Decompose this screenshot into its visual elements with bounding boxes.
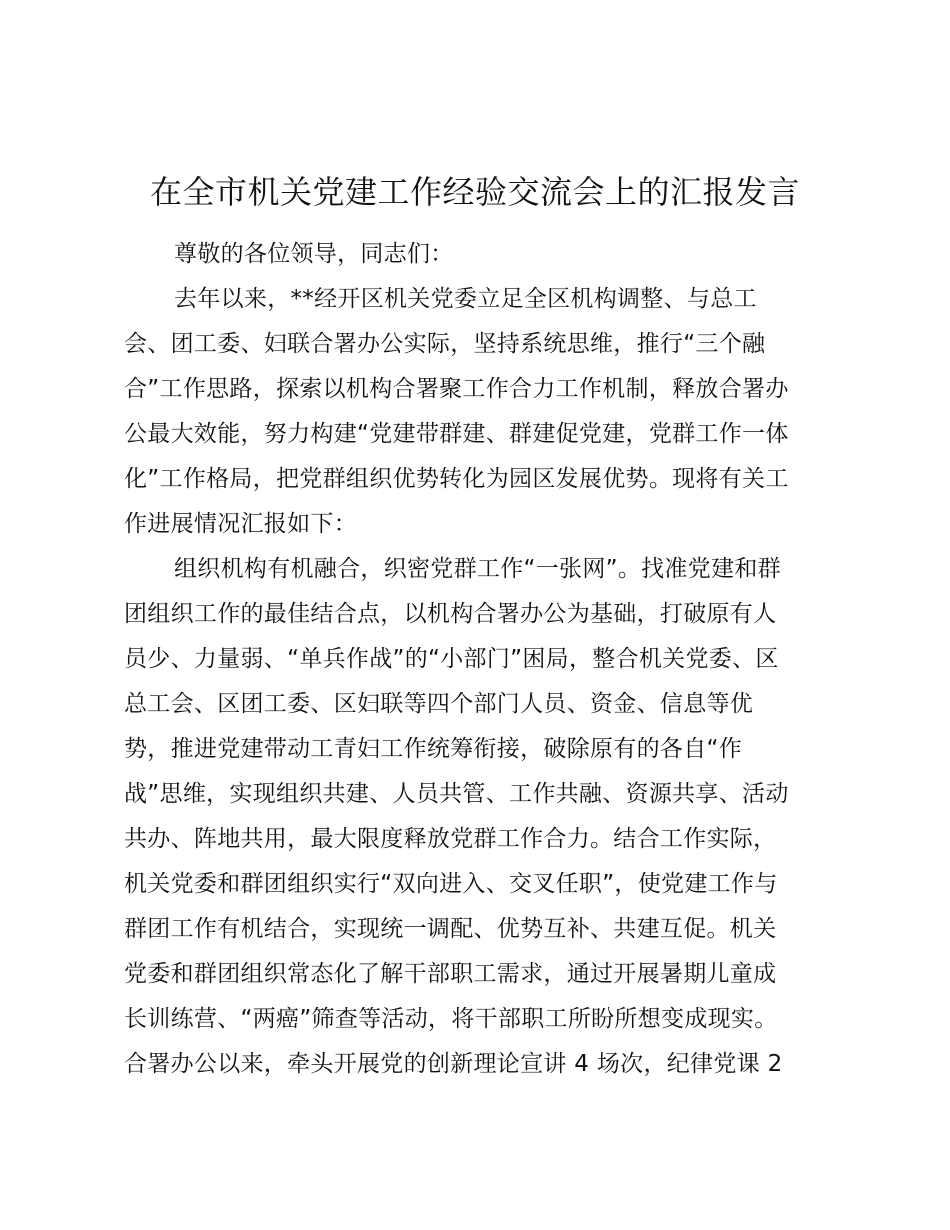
body-line: 群团工作有机结合，实现统一调配、优势互补、共建互促。机关	[124, 916, 777, 942]
body-line: 合署办公以来，牵头开展党的创新理论宣讲 4 场次，纪律党课 2	[124, 1051, 783, 1077]
body-line: 尊敬的各位领导，同志们：	[174, 241, 454, 267]
body-line: 化”工作格局，把党群组织优势转化为园区发展优势。现将有关工	[124, 466, 789, 492]
body-line: 作进展情况汇报如下：	[124, 511, 357, 537]
body-line: 势，推进党建带动工青妇工作统筹衔接，破除原有的各自“作	[124, 736, 743, 762]
document-title: 在全市机关党建工作经验交流会上的汇报发言	[149, 173, 800, 211]
body-line: 公最大效能，努力构建“党建带群建、群建促党建，党群工作一体	[124, 421, 789, 447]
body-line: 共办、阵地共用，最大限度释放党群工作合力。结合工作实际，	[124, 826, 777, 852]
body-line: 合”工作思路，探索以机构合署聚工作合力工作机制，释放合署办	[124, 376, 789, 402]
document-body	[124, 232, 844, 1087]
body-line: 战”思维，实现组织共建、人员共管、工作共融、资源共享、活动	[124, 781, 789, 807]
body-line: 会、团工委、妇联合署办公实际，坚持系统思维，推行“三个融	[124, 331, 766, 357]
body-line: 组织机构有机融合，织密党群工作“一张网”。找准党建和群	[174, 556, 781, 582]
body-line: 员少、力量弱、“单兵作战”的“小部门”困局，整合机关党委、区	[124, 646, 779, 672]
body-line: 总工会、区团工委、区妇联等四个部门人员、资金、信息等优	[124, 691, 754, 717]
body-line: 党委和群团组织常态化了解干部职工需求，通过开展暑期儿童成	[124, 961, 777, 987]
body-line: 去年以来，**经开区机关党委立足全区机构调整、与总工	[174, 286, 757, 312]
body-line: 团组织工作的最佳结合点，以机构合署办公为基础，打破原有人	[124, 601, 777, 627]
body-line: 长训练营、“两癌”筛查等活动，将干部职工所盼所想变成现实。	[124, 1006, 778, 1032]
body-line: 机关党委和群团组织实行“双向进入、交叉任职”，使党建工作与	[124, 871, 778, 897]
